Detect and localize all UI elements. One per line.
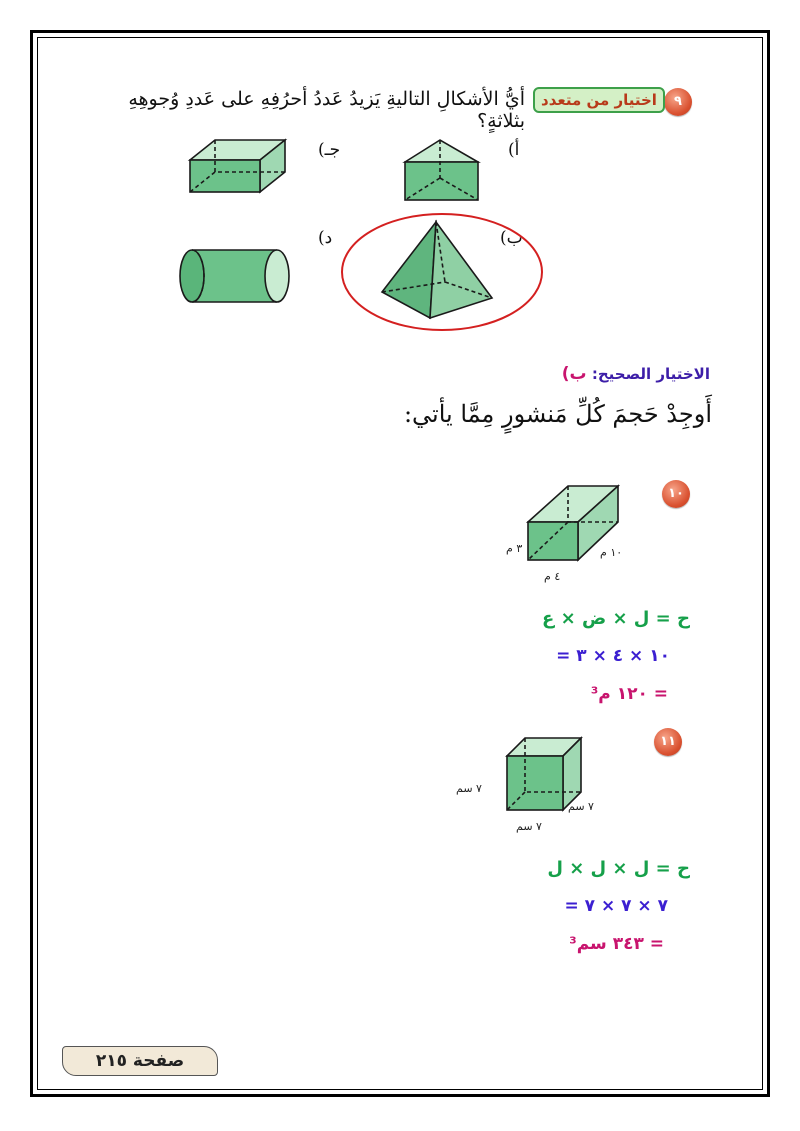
dim-height-10: ٣ م [506,542,523,555]
question-10-prism [500,470,660,580]
question-9-number: ٩ [664,88,692,116]
multiple-choice-badge: اختيار من متعدد [533,87,665,113]
question-10-number: ١٠ [662,480,690,508]
question-11-cube [495,728,595,828]
dim-depth-11: ٧ سم [568,800,594,813]
answer-value: ب) [561,364,587,384]
question-9-text: أيُّ الأشكالِ التاليةِ يَزيدُ عَددُ أحرُفِهِ على عَددِ وُجوهِهِ بثلاثةٍ؟ [128,88,525,132]
q11-substitution: = ٧ × ٧ × ٧ [564,896,668,916]
question-9-shapes [0,0,800,360]
section-heading: أَوجِدْ حَجمَ كُلِّ مَنشورٍ مِمَّا يأتي: [403,400,712,428]
dim-length-10: ١٠ م [600,546,623,559]
option-label-d: د) [318,228,333,248]
q10-formula: ح = ل × ض × ع [542,608,690,629]
question-11-number: ١١ [654,728,682,756]
q10-result: = ١٢٠ م³ [590,684,668,704]
q11-result: = ٣٤٣ سم³ [569,934,664,954]
q10-substitution: = ١٠ × ٤ × ٣ [556,646,670,666]
page-number-tab: صفحة ٢١٥ [62,1046,218,1076]
answer-line [480,364,710,384]
option-label-b: ب) [500,228,523,248]
option-label-a: أ) [508,140,520,160]
dim-width-11: ٧ سم [516,820,542,833]
dim-height-11: ٧ سم [456,782,482,795]
option-label-c: جـ) [318,140,341,160]
q11-formula: ح = ل × ل × ل [547,858,690,879]
triangular-prism-shape [405,140,478,200]
rectangular-prism-shape [190,140,285,192]
dim-width-10: ٤ م [544,570,561,583]
cylinder-shape [180,250,289,302]
pyramid-shape [382,222,492,318]
answer-label: الاختيار الصحيح: [591,365,710,383]
